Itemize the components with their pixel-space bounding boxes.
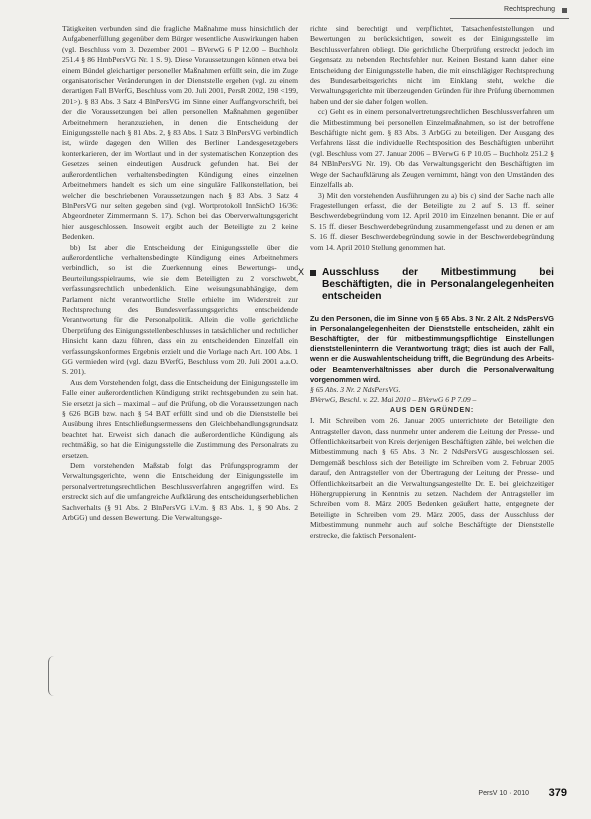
right-column (298, 24, 554, 541)
body-paragraph: cc) Geht es in einem personalvertretungsrechtlichen Beschlussverfahren um die Mitbestimmung bei personellen Einzelmaßnahmen, so ist der betroffene Beschäftigte nicht gem. § 83 Abs. 3 ArbGG zu beteiligen. Der Ausgang des Verfahrens lässt die individuelle Rechtsposition des Beschäftigten unberührt (vgl. Beschluss vom 27. Januar 2006 – BVerwG 6 P 10.05 – Buchholz 251.2 § 84 NBlnPersVG Nr. 19). Ob das Verwaltungsgericht den Beschäftigten im Wege der Sachaufklärung als Zeugen vernimmt, hängt von den Umständen des Einzelfalls ab. (310, 107, 554, 190)
court-reference: BVerwG, Beschl. v. 22. Mai 2010 – BVerwG 6 P 7.09 – (310, 395, 477, 405)
headnote: Zu den Personen, die im Sinne von § 65 Abs. 3 Nr. 2 Alt. 2 NdsPersVG in Personalangelegenheiten der Dienststelle entscheiden, zählt ein Beschäftigter, der für mitbestimmungspflichtige Einstellungen dienststelleninterrn die Verantwortung trägt; dies ist auch der Fall, wenn er die Auswahlentscheidung trifft, die Begründung des Arbeits- oder Beamtenverhältnisses aber durch die Personalverwaltung vorgenommen wird. (310, 313, 554, 384)
grounds-heading: AUS DEN GRÜNDEN: (390, 406, 474, 414)
margin-bracket-mark (48, 656, 56, 696)
body-paragraph: bb) Ist aber die Entscheidung der Einigungsstelle über die außerordentliche verhaltensbedingte Kündigung eines Arbeitnehmers verbindlich, so ist die Zuerkennung eines Bewertungs- und Beurteilungsspielraums, wie sie dem Beteiligten zu 2 vorschwebt, verfassungsrechtlich unbedenklich. Eine weisungsunabhängige, dem Parlament nicht verantwortliche Stelle erhielte im Widerstreit zur Rechtsprechung des Bundesverfassungsgerichts entscheidende Verantwortung für die Personalpolitik. Allein die volle gerichtliche Überprüfung des Einigungsstellenbeschlusses in tatsächlicher und rechtlicher Hinsicht kann dazu führen, dass ein zu entscheidenden Einzelfall ein verfassungskonformes Ergebnis erzielt und die Vorlage nach Art. 100 Abs. 1 GG vermieden wird (vgl. dazu BVerfG, Beschluss vom 20. Juli 2001 a.a.O. S. 201). (62, 242, 298, 377)
body-paragraph: richte sind berechtigt und verpflichtet, Tatsachenfeststellungen und Bewertungen zu berücksichtigen, soweit es der Einigungsstelle im Beschlussverfahren obliegt. Die gerichtliche Überprüfung erstreckt jedoch im Gegensatz zu nebenden Rechtsfehler nur. Keinen Bestand kann daher eine Entscheidung der Einigungsstelle haben, die mit einschlägiger Rechtsprechung des Bundesarbeitsgerichts nicht im Einklang steht, welche die Verwaltungsgerichte mit überzeugenden Gründen für ihre Prüfung übernommen haben und der sie daher folgen wollen. (310, 24, 554, 106)
body-paragraph: Aus dem Vorstehenden folgt, dass die Entscheidung der Einigungsstelle im Falle einer außerordentlichen Kündigung strikt rechtsgebunden zu sein hat. Sie ersetzt ja sich – maximal – auf die Prüfung, ob die Voraussetzungen nach § 626 BGB bzw. nach § 54 BAT erfüllt sind und ob die Dienststelle bei Ausübung ihres Entschließungsermessens den Gleichbehandlungsgrundsatz beachtet hat. Erweist sich danach die außerordentliche Kündigung als rechtmäßig, so hat die Einigungsstelle die Zustimmung des Personalrats zu ersetzen. (62, 377, 298, 460)
left-column (62, 24, 298, 524)
footer-journal: PersV 10 · 2010 (478, 790, 529, 797)
statute-citation: § 65 Abs. 3 Nr. 2 NdsPersVG. (310, 384, 401, 394)
section-title: Ausschluss der Mitbestimmung bei Beschäftigten, die in Personalangelegenheiten entscheiden (322, 266, 554, 303)
header-square-icon (562, 8, 567, 13)
body-paragraph: I. Mit Schreiben vom 26. Januar 2005 unterrichtete der Beteiligte den Antragsteller davon, dass nunmehr unter anderem die Leitung der Presse- und Öffentlichkeitsarbeit von Kreis derjenigen Beschäftigten zähle, bei welchen die Mitbestimmung nach § 65 Abs. 3 Nr. 2 NdsPersVG ausgeschlossen sei. Demgemäß beschloss sich der Beteiligte im Schreiben vom 2. Februar 2005 darauf, den Antragsteller von der Übertragung der Leitung der Presse- und Öffentlichkeitsarbeit an die Verwaltungsangestellte Dr. E. bei gleichzeitiger Höhergruppierung in Kenntnis zu setzen. Nachdem der Antragsteller im Schreiben vom 8. März 2005 Bedenken geäußert hatte, entgegnete der Beteiligte in Schreiben vom 29. März 2005, dass der Ausschluss der Mitbestimmung nunmehr auch auf solche Beschäftigte der Dienststelle erstrecke, die faktisch Personalent- (310, 416, 554, 540)
running-header: Rechtsprechung (504, 6, 555, 13)
body-paragraph: 3) Mit den vorstehenden Ausführungen zu a) bis c) sind der Sache nach alle Fragestellungen erfasst, die der Beteiligte zu 2 auf S. 13 ff. seiner Beschwerdebegründung vom 12. April 2010 im Einzelnen benannt. Die er auf S. 15 ff. dieser Beschwerdebegründung zusammengefasst und zu denen er am S. 16 ff. dieser Beschwerdebegründung sowie in der Beschwerdebegründung vom 14. April 2010 Stellung genommen hat. (310, 190, 554, 252)
header-rule (450, 18, 569, 19)
body-paragraph: Tätigkeiten verbunden sind die fragliche Maßnahme muss hinsichtlich der Aufgabenerfüllung gegenüber dem Bürger wesentliche Auswirkungen haben (vgl. Beschluss vom 3. Dezember 2001 – BVerwG 6 P 12.00 – Buchholz 251.4 § 86 HmbPersVG Nr. 1 S. 9). Diese Voraussetzungen können etwa bei einem Bündel gleichartiger personeller Maßnahmen erfüllt sein, die im Zuge organisatorischer Veränderungen in der Dienststelle ergehen (vgl. zu einem derartigen Fall BVerfG, Beschluss vom 20. Juli 2001, PersR 2002, 198 <199, 201>). § 83 Abs. 3 Satz 4 BlnPersVG im Sinne einer Auffangvorschrift, bei der die Voraussetzungen bei allen personellen Maßnahmen gegenüber Arbeitnehmern heranzuziehen, in denen die Entscheidung der Einigungsstelle nach § 81 Abs. 2, § 83 Abs. 1 Satz 3 BlnPersVG verbindlich ist, würde dagegen den Willen des Berliner Landesgesetzgebers konterkarieren, der im Wortlaut und in der systematischen Konzeption des Gesetzes seinen eindeutigen Ausdruck gefunden hat. Bei der außerordentlichen verhaltensbedingten Kündigung eines einzelnen Arbeitnehmers handelt es sich um eine singuläre Fallkonstellation, bei welcher die beschriebenen Voraussetzungen nach § 83 Abs. 3 Satz 4 BlnPersVG nur selten gegeben sind (vgl. Wortprotokoll InnSichO 16/36: Abgeordneter Zimmermann S. 17). Schon bei das Oberverwaltungsgericht hier ausgeschlossen. Insoweit ergibt auch der Beteiligte zu 2 keine Bedenken. (62, 24, 298, 242)
section-square-icon (310, 270, 316, 276)
section-heading (298, 266, 554, 304)
section-marker: X (298, 266, 305, 277)
page-number: 379 (548, 787, 567, 799)
body-paragraph: Dem vorstehenden Maßstab folgt das Prüfungsprogramm der Verwaltungsgerichte, wenn die Entscheidung der Einigungsstelle im personalvertretungsrechtlichen Beschlussverfahren angegriffen wird. Es erstreckt sich auf die umfangreiche Aufklärung des entscheidungserheblichen Sachverhalts (§ 91 Abs. 2 BlnPersVG i.V.m. § 83 Abs. 1, § 90 Abs. 2 ArbGG) und dessen Bewertung. Die Verwaltungsge- (62, 461, 298, 523)
